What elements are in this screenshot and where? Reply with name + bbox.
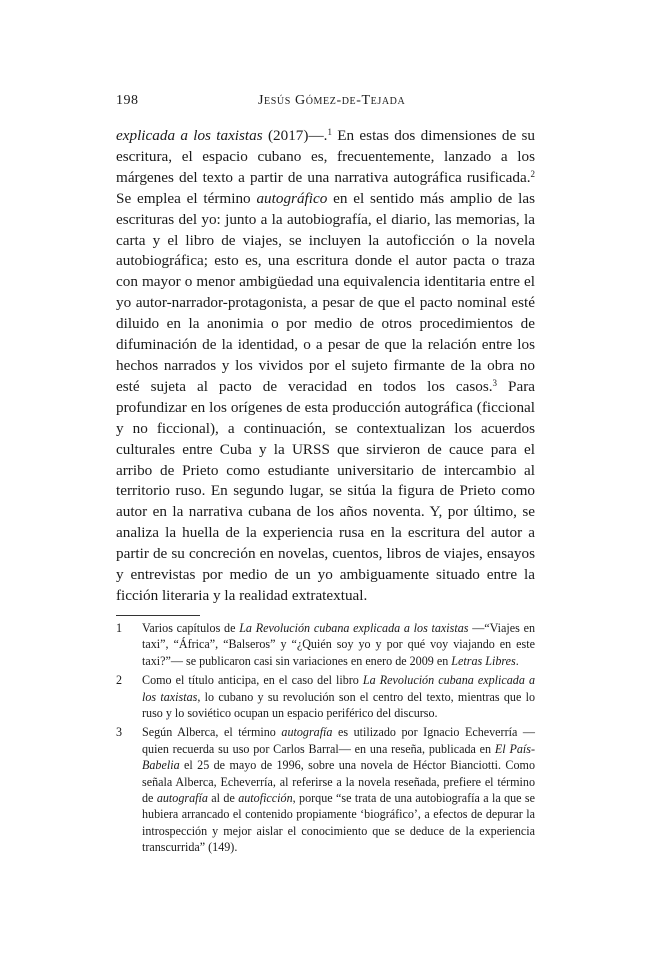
footnote-text	[142, 724, 535, 855]
footnote-segment: Como el título anticipa, en el caso del libro	[142, 673, 363, 688]
main-text	[116, 126, 535, 607]
emphasized-term: autoficción	[238, 791, 293, 806]
footnote-segment: es utilizado por Ignacio Echeverría —quien recuerda su uso por Carlos Barral— en una reseña, publicada en	[142, 725, 535, 756]
footnotes-section	[116, 620, 535, 859]
body-text-segment: (2017)—.	[262, 127, 328, 144]
footnote-segment: al de	[207, 791, 239, 806]
footnote-segment: , lo cubano y su revolución son el centro del texto, mientras que lo ruso y lo soviético ocupan un espacio periférico del discurso.	[142, 689, 535, 721]
emphasized-term: autografía	[156, 791, 208, 806]
book-title: La Revolución cubana explicada a los taxistas	[142, 673, 535, 704]
running-head: Jesús Gómez-de-Tejada	[258, 93, 406, 108]
footnote-ref[interactable]: 3	[492, 377, 498, 388]
footnote-segment: Varios capítulos de	[142, 621, 240, 635]
journal-title: Letras Libres	[451, 653, 516, 668]
footnote-text	[142, 620, 535, 669]
emphasized-term: autográfico	[256, 189, 328, 207]
footnote-segment: —“Viajes en taxi”, “África”, “Balseros” y “¿Quién soy yo y por qué voy viajando en este taxi?”— se publicaron casi sin variaciones en enero de 2009 en	[142, 621, 535, 668]
body-text-segment: En estas dos dimensiones de su escritura, el espacio cubano es, frecuentemente, lanzado a los márgenes del texto a partir de una narrativa autográfica rusificada.	[116, 127, 536, 186]
footnote-number: 2	[116, 673, 123, 688]
footnote-ref[interactable]: 2	[530, 168, 535, 179]
footnote-3	[116, 724, 535, 855]
footnote-segment: .	[515, 653, 519, 668]
footnote-segment: , porque “se trata de una autobiografía a la que se hubiera arrancado el contenido propiamente ‘biográfico’, a efectos de depurar la introspección y mejor aislar el conocimiento que se deduce de la experiencia transcurrida” (149).	[142, 791, 535, 855]
footnote-segment: Según Alberca, el término	[142, 725, 282, 740]
footnote-segment: el 25 de mayo de 1996, sobre una novela de Héctor Bianciotti. Como señala Alberca, Echeverría, al referirse a la novela reseñada, prefiere el término de	[142, 758, 535, 806]
page-number: 198	[116, 93, 139, 108]
book-title: La Revolución cubana explicada a los taxistas	[239, 621, 469, 635]
body-text-segment: en el sentido más amplio de las escrituras del yo: junto a la autobiografía, el diario, las memorias, la carta y el libro de viajes, se incluyen la autoficción o la novela autobiográfica; esto es, una escritura donde el autor pacta o traza con mayor o menor ambigüedad una equivalencia identitaria entre el yo autor-narrador-protagonista, a pesar de que el pacto nominal esté diluido en la anonimia o por medio de otros procedimientos de difuminación de la identidad, o a pesar de que la relación entre los hechos narrados y los vividos por el sujeto firmante de la obra no esté sujeta al pacto de veracidad en todos los casos.	[116, 189, 535, 395]
page-header	[116, 93, 536, 115]
book-title-fragment: explicada a los taxistas	[116, 127, 263, 144]
footnote-divider	[116, 615, 200, 616]
footnote-2	[116, 672, 535, 721]
body-text-segment: Se emplea el término	[116, 189, 257, 207]
footnote-1	[116, 620, 535, 669]
footnote-number: 3	[116, 725, 123, 740]
emphasized-term: autografía	[281, 725, 333, 740]
newspaper-title: El País-Babelia	[142, 741, 535, 773]
footnote-number: 1	[116, 621, 123, 635]
footnote-ref[interactable]: 1	[327, 127, 332, 137]
body-paragraph	[116, 126, 535, 607]
body-text-segment: Para profundizar en los orígenes de esta producción autográfica (ficcional y no ficcional), a continuación, se contextualizan los acuerdos culturales entre Cuba y la URSS que sirvieron de cauce para el arribo de Prieto como estudiante universitario de intercambio al territorio ruso. En segundo lugar, se sitúa la figura de Prieto como autor en la narrativa cubana de los años noventa. Y, por último, se analiza la huella de la experiencia rusa en la escritura del autor a partir de su concreción en novelas, cuentos, libros de viajes, ensayos y entrevistas por medio de un yo ambiguamente situado entre la ficción literaria y la realidad extratextual.	[116, 377, 535, 604]
footnote-text	[142, 672, 535, 721]
